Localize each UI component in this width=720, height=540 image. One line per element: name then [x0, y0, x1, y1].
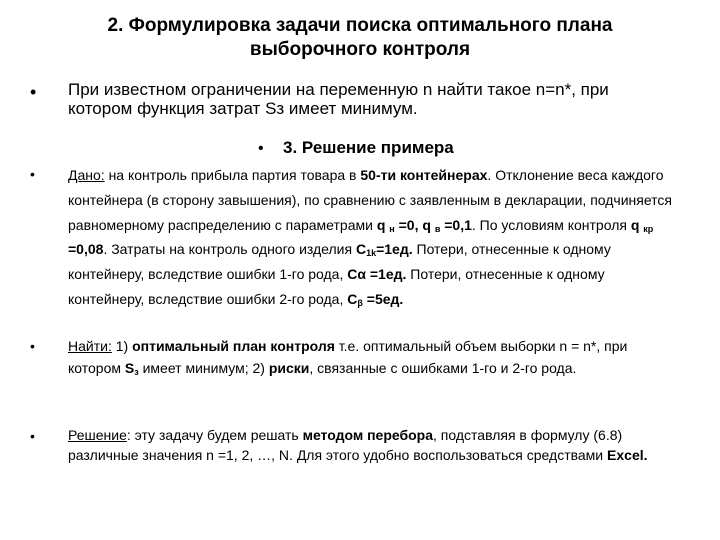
solution-method: методом перебора — [302, 427, 434, 443]
title-line-2: выборочного контроля — [249, 39, 471, 60]
param-qv: q $_в$ =0,1 — [422, 216, 472, 234]
section-heading: 3. Решение примера — [283, 138, 454, 157]
given-label: Дано: — [68, 167, 105, 183]
find-text-2: т.е. оптимальный объем выборки n = n*, при котором — [68, 338, 628, 376]
param-c-beta: $С_\beta =5ед$. — [347, 290, 404, 308]
find-label: Найти: — [68, 338, 112, 354]
given-text-4: . Затраты на контроль одного изделия — [103, 241, 356, 258]
solution-text-1: : эту задачу будем решать — [126, 427, 303, 443]
given-text-2: . Отклонение веса каждого контейнера (в сторону завышения), по сравнению с заявленным в декларации, подчиняется равномерному распределению с параметрами — [68, 167, 673, 233]
solution-text-2: , подставляя в формулу (6.8) различные значения n =1, 2, …, N. Для этого удобно воспользоваться средствами — [68, 427, 623, 463]
page-title — [60, 14, 660, 62]
find-text-4: , связанные с ошибками 1-го и 2-го рода. — [309, 360, 577, 376]
title-line-1: 2. Формулировка задачи поиска оптимального плана — [107, 15, 613, 36]
param-qn: q $_н$ =0, — [376, 216, 419, 234]
bullet-section: • — [258, 140, 264, 157]
find-text-1: 1) — [111, 338, 133, 354]
find-s: $S_з$ — [124, 360, 139, 377]
find-risks: риски — [268, 360, 310, 376]
find-optimal-plan: оптимальный план контроля — [132, 338, 335, 354]
bullet-solution: • — [30, 428, 35, 444]
given-text-1: на контроль прибыла партия товара в — [104, 167, 361, 183]
find-paragraph — [68, 335, 680, 379]
param-c1k: $С_{1k}=1ед$. — [355, 241, 413, 259]
given-containers: 50-ти контейнерах — [360, 167, 488, 183]
intro-paragraph: При известном ограничении на переменную n найти такое n=n*, при котором функция затрат Sз имеет минимум. — [68, 80, 609, 118]
solution-label: Решение — [68, 427, 127, 443]
bullet-find: • — [30, 338, 35, 354]
given-text-3: . По условиям контроля — [471, 216, 631, 233]
given-text-6: Потери, отнесенные к одному контейнеру, вследствие ошибки 2-го рода, — [68, 266, 605, 307]
bullet-given: • — [30, 166, 35, 182]
solution-paragraph — [68, 425, 680, 465]
param-c-alpha: Сα =1ед. — [347, 266, 407, 283]
bullet-intro: • — [30, 82, 37, 102]
given-text-5: Потери, отнесенные к одному контейнеру, вследствие ошибки 1-го рода, — [68, 241, 611, 283]
given-paragraph — [68, 163, 680, 312]
find-text-3: имеет минимум; 2) — [138, 360, 269, 376]
param-qkr: q $_{кр}$ =0,08 — [68, 216, 654, 258]
solution-excel: Excel. — [607, 447, 648, 463]
